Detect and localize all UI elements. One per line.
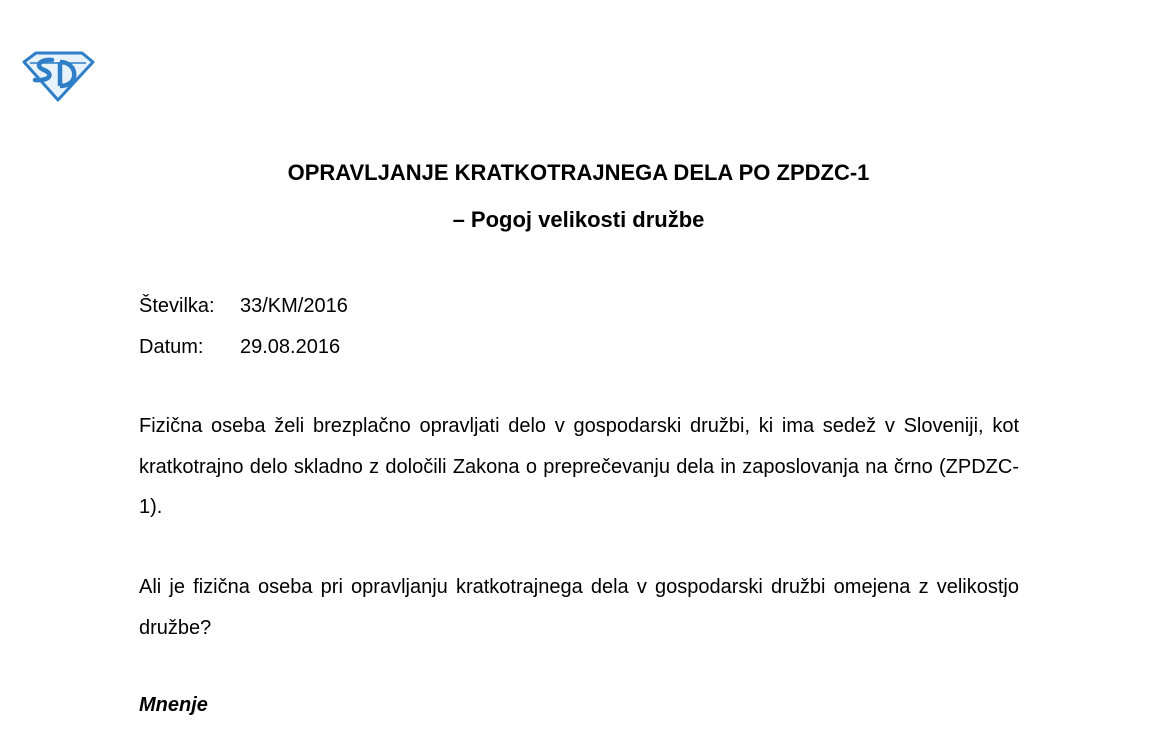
sd-shield-logo-icon: [22, 50, 95, 103]
document-number-value: 33/KM/2016: [240, 295, 348, 317]
document-title: OPRAVLJANJE KRATKOTRAJNEGA DELA PO ZPDZC-1: [287, 160, 870, 185]
document-number-row: [139, 294, 348, 318]
opinion-heading: Mnenje: [139, 694, 208, 716]
document-date-label: Datum:: [139, 336, 204, 358]
document-subtitle: – Pogoj velikosti družbe: [452, 207, 705, 232]
question-context-paragraph: Fizična oseba želi brezplačno opravljati delo v gospodarski družbi, ki ima sedež v Sloveniji, kot kratkotrajno delo skladno z določili Zakona o preprečevanju dela in zaposlovanja na črno (ZPDZC-1).: [139, 415, 1019, 518]
document-date-row: [139, 335, 340, 359]
document-date-value: 29.08.2016: [240, 336, 341, 358]
question-paragraph: Ali je fizična oseba pri opravljanju kratkotrajnega dela v gospodarski družbi omejena z velikostjo družbe?: [139, 576, 1019, 639]
document-number-label: Številka:: [139, 295, 215, 317]
